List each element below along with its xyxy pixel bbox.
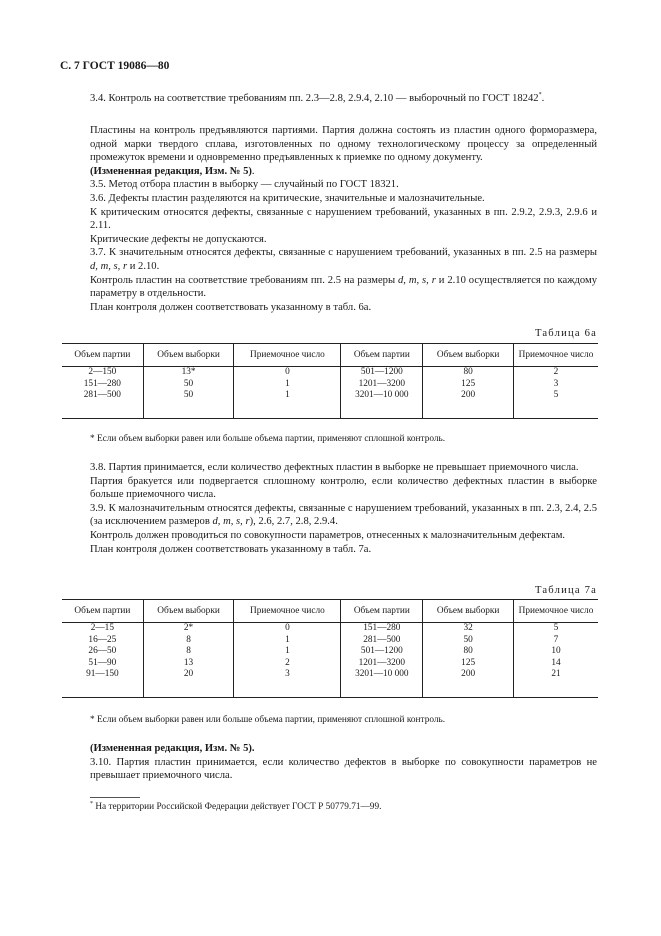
para-3-7-a [90, 246, 597, 273]
table-cell: 5 [514, 390, 599, 402]
table-cell: 21 [514, 669, 599, 681]
footnote-ref: * [538, 92, 542, 98]
footnote-divider [90, 797, 140, 798]
table-header: Объем выборки [423, 600, 514, 623]
table-cell: 151—280 [341, 623, 423, 635]
table-cell: 80 [423, 367, 514, 379]
table-cell: 1201—3200 [341, 379, 423, 391]
table-cell: 14 [514, 658, 599, 670]
amendment-note-1 [90, 165, 597, 179]
table-cell: 1 [234, 646, 341, 658]
table-cell: 32 [423, 623, 514, 635]
section-3-8-3-9 [90, 461, 597, 556]
para-critical-not-allowed: Критические дефекты не допускаются. [90, 233, 267, 245]
table-cell: 13* [143, 367, 234, 379]
table-header: Объем партии [62, 600, 143, 623]
table-header: Объем выборки [423, 344, 514, 367]
section-3-4 [90, 92, 597, 106]
table-header-row [62, 344, 598, 367]
amendment-1-end: . [251, 165, 255, 177]
para-3-4-a-text: 3.4. Контроль на соответствие требованиям пп. 2.3—2.8, 2.9.4, 2.10 — выборочный по ГОСТ 18242 [90, 93, 539, 104]
table-cell: 5 [514, 623, 599, 635]
para-3-7-b-text: Контроль пластин на соответствие требованиям пп. 2.5 на размеры [90, 274, 398, 286]
table-cell: 51—90 [88, 657, 117, 668]
para-3-7-b-end: и 2.10 осуществляется по каждому параметру в отдельности. [90, 274, 598, 300]
table-cell: 3201—10 000 [341, 669, 423, 681]
table-7a-note: * Если объем выборки равен или больше объема партии, применяют сплошной контроль. [90, 715, 446, 725]
table-cell: 0 [234, 367, 341, 379]
table-cell: 2 [234, 658, 341, 670]
para-3-7-a-text: 3.7. К значительным относятся дефекты, связанные с нарушением требований, указанных в пп. 2.5 на размеры [90, 247, 597, 259]
table-header-row [62, 600, 598, 623]
para-plan-6a: План контроля должен соответствовать указанному в табл. 6а. [90, 301, 372, 313]
table-cell: 200 [423, 390, 514, 402]
table-header: Объем партии [62, 344, 143, 367]
section-3-10 [90, 742, 597, 783]
table-header: Приемочное число [514, 344, 599, 367]
table-6a-caption: Таблица 6а [534, 328, 597, 339]
table-cell: 1 [234, 635, 341, 647]
table-spacer-row [62, 681, 598, 698]
table-cell: 2 [514, 367, 599, 379]
table-6a [62, 343, 598, 419]
para-3-9-a-end: ), 2.6, 2.7, 2.8, 2.9.4. [249, 516, 338, 528]
para-3-7-a-end: и 2.10. [127, 260, 160, 272]
table-cell: 50 [423, 635, 514, 647]
section-3-4-b [90, 124, 597, 314]
table-7a-caption: Таблица 7а [534, 585, 597, 596]
table-cell: 2* [143, 623, 234, 635]
table-cell: 16—25 [88, 634, 117, 645]
table-cell: 50 [143, 390, 234, 402]
table-cell: 200 [423, 669, 514, 681]
table-row [62, 669, 598, 681]
dims-italic-2: d, m, s, r [397, 274, 436, 286]
table-cell: 3201—10 000 [341, 390, 423, 402]
amendment-1-text: (Измененная редакция, Изм. № 5) [90, 165, 252, 177]
table-row [62, 623, 598, 635]
para-3-8-a: 3.8. Партия принимается, если количество дефектных пластин в выборке не превышает приемочного числа. [90, 462, 579, 473]
table-cell: 80 [423, 646, 514, 658]
dims-italic-1: d, m, s, r [90, 260, 128, 272]
para-3-10: 3.10. Партия пластин принимается, если количество дефектов в выборке по совокупности параметров не превышает приемочного числа. [90, 756, 597, 782]
table-header: Объем партии [341, 600, 423, 623]
table-cell: 91—150 [86, 669, 119, 680]
table-cell: 8 [143, 635, 234, 647]
table-cell: 2—150 [88, 367, 117, 378]
table-6a-note: * Если объем выборки равен или больше объема партии, применяют сплошной контроль. [90, 434, 446, 444]
table-cell: 1201—3200 [341, 658, 423, 670]
table-cell: 26—50 [88, 646, 117, 657]
table-cell: 1 [234, 390, 341, 402]
table-row [62, 658, 598, 670]
table-cell: 281—500 [341, 635, 423, 647]
table-cell: 281—500 [83, 390, 121, 401]
para-3-4-b: Пластины на контроль предъявляются партиями. Партия должна состоять из пластин одного формоpазмера, одной марки твердого сплава, изготовленных по одному технологическому процессу за определенный промежуток времени и одновременно предъявленных к приемке по одному документу. [90, 125, 597, 164]
para-critical: К критическим относятся дефекты, связанные с нарушением требований, указанных в пп. 2.9.2, 2.9.3, 2.9.6 и 2.11. [90, 206, 597, 232]
table-cell: 3 [514, 379, 599, 391]
table-cell: 2—15 [90, 623, 114, 634]
para-plan-7a: План контроля должен соответствовать указанному в табл. 7а. [90, 543, 372, 555]
table-cell: 125 [423, 658, 514, 670]
table-cell: 0 [234, 623, 341, 635]
table-cell: 151—280 [83, 378, 121, 389]
para-3-9-a-text: 3.9. К малозначительным относятся дефекты, связанные с нарушением требований, указанных в пп. 2.3, 2.4, 2.5 (за исключением размеров [90, 502, 597, 528]
table-row [62, 646, 598, 658]
table-cell: 501—1200 [341, 367, 423, 379]
table-spacer-row [62, 402, 598, 419]
table-cell: 7 [514, 635, 599, 647]
table-header: Приемочное число [514, 600, 599, 623]
table-7a [62, 599, 598, 698]
para-3-4-a [90, 92, 597, 106]
table-cell: 501—1200 [341, 646, 423, 658]
amendment-note-2: (Измененная редакция, Изм. № 5). [90, 743, 255, 754]
table-cell: 1 [234, 379, 341, 391]
para-3-6: 3.6. Дефекты пластин разделяются на критические, значительные и малозначительные. [90, 192, 485, 204]
table-cell: 50 [143, 379, 234, 391]
table-cell: 20 [143, 669, 234, 681]
footnote-text: На территории Российской Федерации действует ГОСТ Р 50779.71—99. [93, 802, 382, 812]
para-3-8-b: Партия бракуется или подвергается сплошному контролю, если количество дефектных пластин в выборке больше приемочного числа. [90, 475, 597, 501]
table-cell: 13 [143, 658, 234, 670]
table-cell: 8 [143, 646, 234, 658]
para-3-7-b [90, 274, 597, 301]
para-3-5: 3.5. Метод отбора пластин в выборку — случайный по ГОСТ 18321. [90, 179, 399, 191]
para-3-9-a [90, 502, 597, 529]
footnote-mark: * [90, 801, 93, 807]
footnote [90, 801, 381, 815]
para-3-9-b: Контроль должен проводиться по совокупности параметров, отнесенных к малозначительным дефектам. [90, 529, 566, 541]
page-header: С. 7 ГОСТ 19086—80 [60, 60, 170, 72]
table-row [62, 390, 598, 402]
table-cell: 125 [423, 379, 514, 391]
table-header: Объем выборки [143, 344, 234, 367]
table-header: Приемочное число [234, 600, 341, 623]
dims-italic-3: d, m, s, r [212, 516, 250, 528]
para-3-4-a-end: . [541, 93, 545, 104]
table-row [62, 379, 598, 391]
table-header: Объем выборки [143, 600, 234, 623]
table-header: Приемочное число [234, 344, 341, 367]
table-cell: 3 [234, 669, 341, 681]
table-cell: 10 [514, 646, 599, 658]
table-row [62, 367, 598, 379]
table-header: Объем партии [341, 344, 423, 367]
table-row [62, 635, 598, 647]
